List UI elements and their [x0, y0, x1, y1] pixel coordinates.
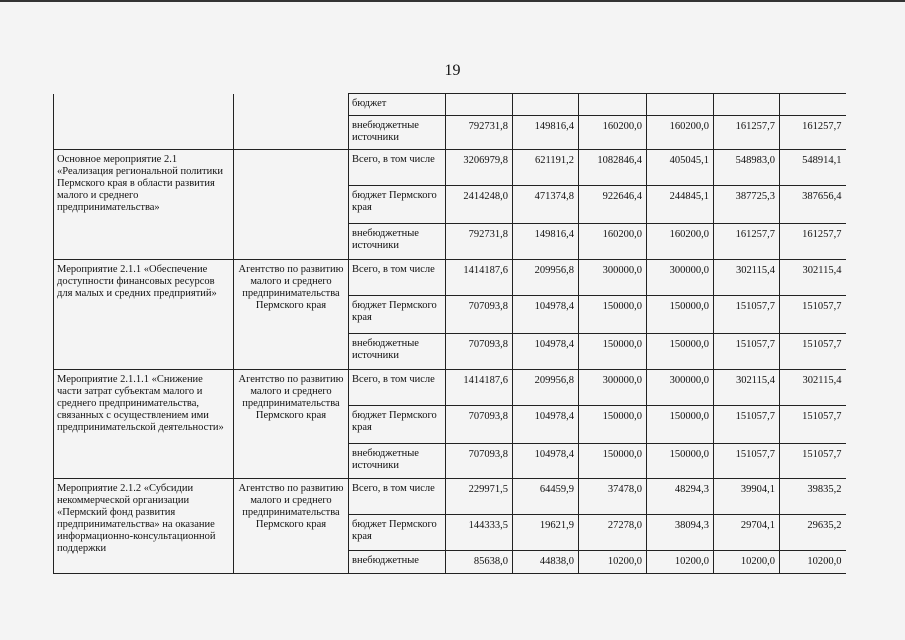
value-cell: 151057,7	[714, 406, 780, 444]
value-cell: 150000,0	[579, 296, 647, 334]
funding-source-cell: Всего, в том числе	[349, 479, 446, 515]
executor-cell: Агентство по развитию малого и среднего предпринимательства Пермского края	[234, 370, 349, 479]
value-cell: 160200,0	[647, 224, 714, 260]
table-row	[54, 260, 846, 296]
value-cell: 151057,7	[714, 334, 780, 370]
value-cell: 149816,4	[513, 224, 579, 260]
top-scan-edge	[0, 0, 905, 2]
value-cell	[446, 94, 513, 116]
value-cell: 44838,0	[513, 551, 579, 574]
funding-source-cell: Всего, в том числе	[349, 150, 446, 186]
value-cell: 150000,0	[647, 444, 714, 479]
value-cell: 150000,0	[579, 406, 647, 444]
measure-name-cell: Мероприятие 2.1.2 «Субсидии некоммерческой организации «Пермский фонд развития предпринимательства» на оказание информационно-консультационной поддержки	[54, 479, 234, 574]
funding-source-cell: Всего, в том числе	[349, 370, 446, 406]
value-cell: 149816,4	[513, 116, 579, 150]
value-cell: 161257,7	[780, 224, 846, 260]
value-cell: 10200,0	[647, 551, 714, 574]
page-number: 19	[444, 62, 461, 79]
financing-table	[53, 93, 846, 574]
value-cell: 792731,8	[446, 116, 513, 150]
value-cell: 104978,4	[513, 296, 579, 334]
value-cell: 150000,0	[579, 334, 647, 370]
value-cell: 792731,8	[446, 224, 513, 260]
measure-name-cell	[54, 94, 234, 150]
value-cell: 244845,1	[647, 186, 714, 224]
funding-source-cell: бюджет Пермского края	[349, 296, 446, 334]
value-cell: 29635,2	[780, 515, 846, 551]
value-cell: 209956,8	[513, 370, 579, 406]
value-cell: 1414187,6	[446, 260, 513, 296]
value-cell: 300000,0	[579, 260, 647, 296]
table-row	[54, 370, 846, 406]
value-cell: 160200,0	[647, 116, 714, 150]
value-cell: 161257,7	[780, 116, 846, 150]
funding-source-cell: бюджет	[349, 94, 446, 116]
value-cell: 471374,8	[513, 186, 579, 224]
value-cell: 302115,4	[714, 260, 780, 296]
value-cell: 10200,0	[714, 551, 780, 574]
value-cell: 10200,0	[780, 551, 846, 574]
value-cell: 300000,0	[647, 370, 714, 406]
value-cell: 302115,4	[780, 370, 846, 406]
table-row	[54, 94, 846, 116]
value-cell: 150000,0	[647, 296, 714, 334]
value-cell: 548914,1	[780, 150, 846, 186]
value-cell: 144333,5	[446, 515, 513, 551]
value-cell: 922646,4	[579, 186, 647, 224]
value-cell: 151057,7	[780, 296, 846, 334]
value-cell: 104978,4	[513, 444, 579, 479]
value-cell: 707093,8	[446, 406, 513, 444]
value-cell	[647, 94, 714, 116]
measure-name-cell: Мероприятие 2.1.1 «Обеспечение доступности финансовых ресурсов для малых и средних предприятий»	[54, 260, 234, 370]
value-cell: 161257,7	[714, 116, 780, 150]
value-cell: 150000,0	[579, 444, 647, 479]
value-cell: 104978,4	[513, 406, 579, 444]
value-cell: 387656,4	[780, 186, 846, 224]
value-cell: 302115,4	[780, 260, 846, 296]
value-cell: 39835,2	[780, 479, 846, 515]
table-row	[54, 479, 846, 515]
value-cell: 29704,1	[714, 515, 780, 551]
value-cell: 1082846,4	[579, 150, 647, 186]
value-cell: 2414248,0	[446, 186, 513, 224]
value-cell: 27278,0	[579, 515, 647, 551]
value-cell: 39904,1	[714, 479, 780, 515]
value-cell: 64459,9	[513, 479, 579, 515]
funding-source-cell: внебюджетные источники	[349, 116, 446, 150]
value-cell: 209956,8	[513, 260, 579, 296]
funding-source-cell: бюджет Пермского края	[349, 186, 446, 224]
measure-name-cell: Мероприятие 2.1.1.1 «Снижение части затрат субъектам малого и среднего предпринимательства, связанных с осуществлением ими предпринимательской деятельности»	[54, 370, 234, 479]
funding-source-cell: внебюджетные источники	[349, 224, 446, 260]
value-cell	[780, 94, 846, 116]
value-cell: 229971,5	[446, 479, 513, 515]
value-cell: 1414187,6	[446, 370, 513, 406]
value-cell: 104978,4	[513, 334, 579, 370]
value-cell: 387725,3	[714, 186, 780, 224]
value-cell: 151057,7	[780, 406, 846, 444]
measure-name-cell: Основное мероприятие 2.1 «Реализация региональной политики Пермского края в области развития малого и среднего предпринимательства»	[54, 150, 234, 260]
value-cell: 38094,3	[647, 515, 714, 551]
value-cell: 302115,4	[714, 370, 780, 406]
value-cell: 37478,0	[579, 479, 647, 515]
value-cell: 300000,0	[647, 260, 714, 296]
funding-source-cell: бюджет Пермского края	[349, 515, 446, 551]
value-cell	[714, 94, 780, 116]
value-cell: 548983,0	[714, 150, 780, 186]
value-cell: 10200,0	[579, 551, 647, 574]
value-cell: 150000,0	[647, 334, 714, 370]
value-cell	[513, 94, 579, 116]
value-cell: 707093,8	[446, 444, 513, 479]
executor-cell: Агентство по развитию малого и среднего предпринимательства Пермского края	[234, 479, 349, 574]
funding-source-cell: внебюджетные источники	[349, 334, 446, 370]
value-cell: 85638,0	[446, 551, 513, 574]
funding-source-cell: бюджет Пермского края	[349, 406, 446, 444]
funding-source-cell: внебюджетные	[349, 551, 446, 574]
executor-cell	[234, 94, 349, 150]
value-cell: 151057,7	[714, 296, 780, 334]
value-cell: 405045,1	[647, 150, 714, 186]
value-cell: 3206979,8	[446, 150, 513, 186]
table-row	[54, 150, 846, 186]
value-cell: 160200,0	[579, 116, 647, 150]
value-cell: 151057,7	[780, 444, 846, 479]
value-cell: 160200,0	[579, 224, 647, 260]
value-cell: 151057,7	[780, 334, 846, 370]
value-cell: 707093,8	[446, 334, 513, 370]
value-cell: 161257,7	[714, 224, 780, 260]
value-cell: 19621,9	[513, 515, 579, 551]
value-cell: 300000,0	[579, 370, 647, 406]
funding-source-cell: внебюджетные источники	[349, 444, 446, 479]
executor-cell: Агентство по развитию малого и среднего предпринимательства Пермского края	[234, 260, 349, 370]
value-cell: 48294,3	[647, 479, 714, 515]
value-cell: 621191,2	[513, 150, 579, 186]
executor-cell	[234, 150, 349, 260]
value-cell: 707093,8	[446, 296, 513, 334]
value-cell	[579, 94, 647, 116]
value-cell: 150000,0	[647, 406, 714, 444]
funding-source-cell: Всего, в том числе	[349, 260, 446, 296]
value-cell: 151057,7	[714, 444, 780, 479]
